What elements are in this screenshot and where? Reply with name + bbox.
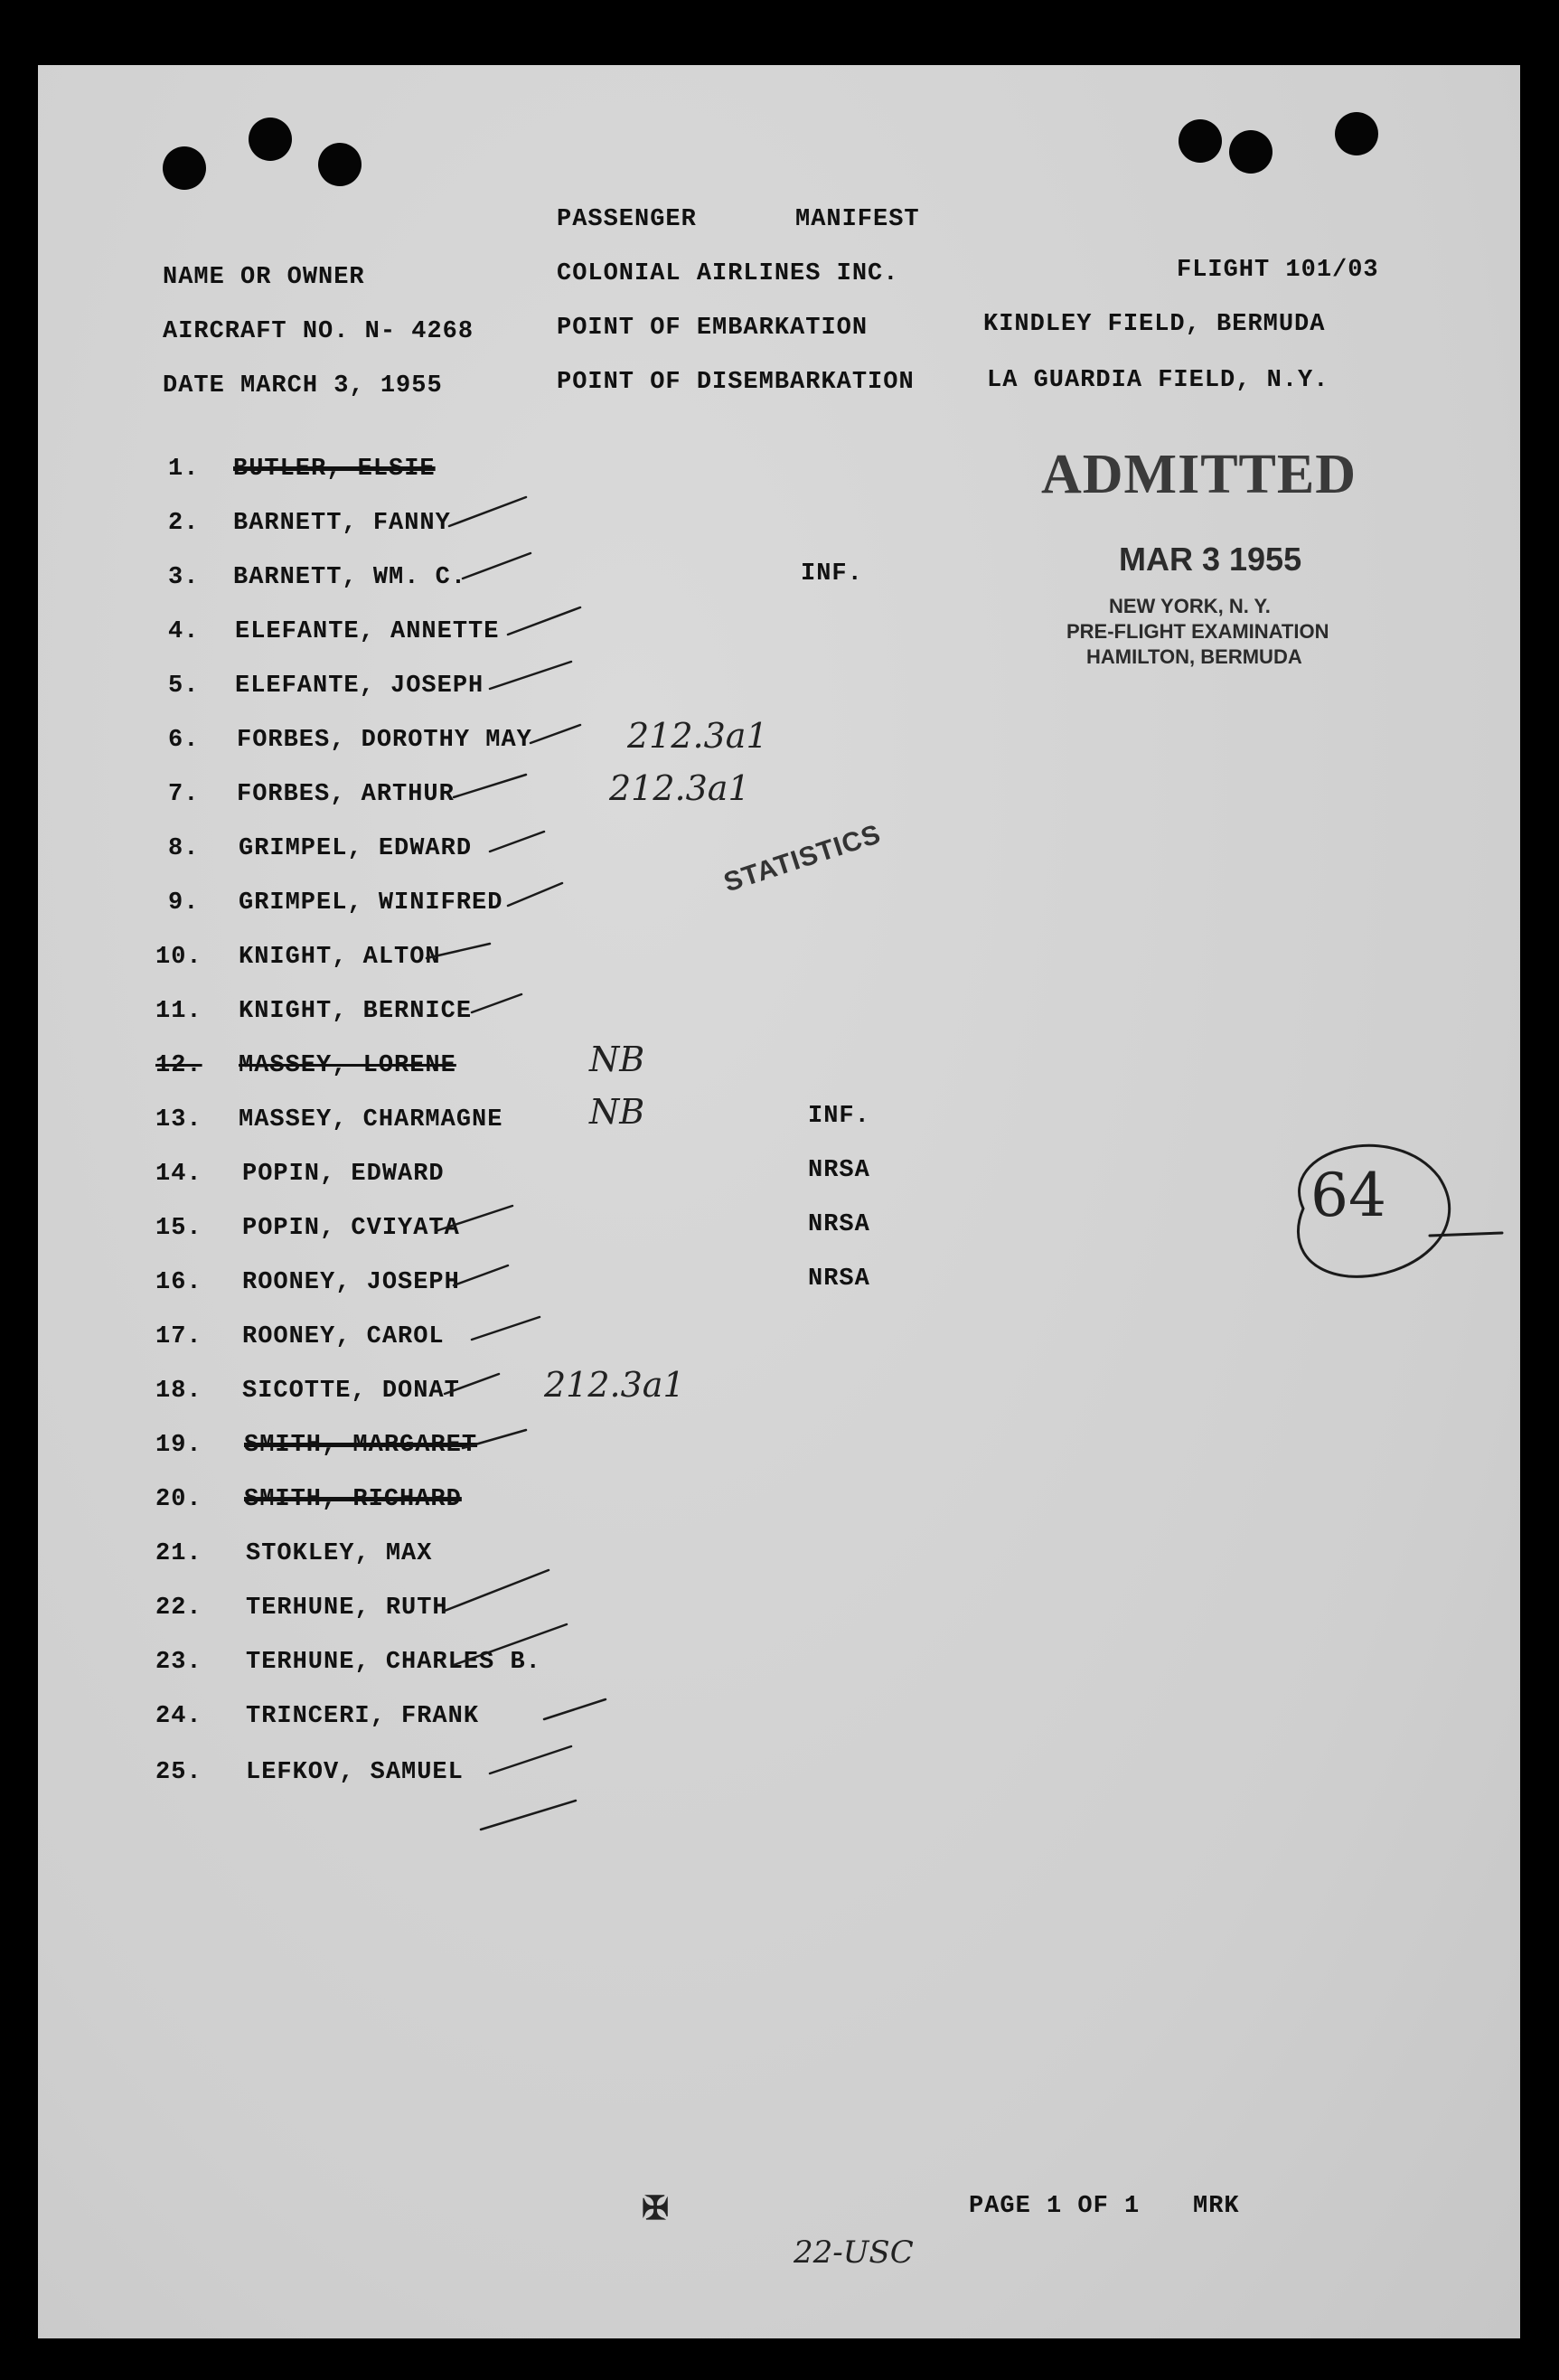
- check-mark-icon: [544, 1699, 606, 1719]
- check-mark-icon: [445, 1374, 499, 1394]
- check-mark-icon: [490, 662, 571, 689]
- stamp-date: MAR 3 1955: [1119, 541, 1302, 578]
- passenger-number: 17.: [155, 1323, 202, 1350]
- handwritten-note: NB: [589, 1092, 645, 1132]
- passenger-name: SMITH, RICHARD: [244, 1486, 462, 1513]
- passenger-name: TERHUNE, CHARLES B.: [246, 1649, 541, 1676]
- passenger-number: 19.: [155, 1432, 202, 1459]
- passenger-number: 13.: [155, 1106, 202, 1134]
- passenger-name: BARNETT, FANNY: [233, 510, 451, 537]
- passenger-number: 11.: [155, 998, 202, 1025]
- handwritten-footer-note: 22-USC: [794, 2234, 914, 2271]
- passenger-number: 18.: [155, 1378, 202, 1405]
- passenger-number: 21.: [155, 1540, 202, 1567]
- passenger-name: STOKLEY, MAX: [246, 1540, 433, 1567]
- passenger-number: 3.: [168, 564, 200, 591]
- check-mark-icon: [445, 1570, 549, 1611]
- disembark-value: LA GUARDIA FIELD, N.Y.: [987, 367, 1329, 394]
- strike-mark-icon: [1430, 1233, 1502, 1236]
- manifest-title-right: MANIFEST: [795, 206, 920, 233]
- passenger-name: POPIN, EDWARD: [242, 1161, 445, 1188]
- statistics-stamp: STATISTICS: [720, 819, 885, 898]
- check-mark-icon: [481, 1801, 576, 1830]
- passenger-name: ELEFANTE, ANNETTE: [235, 618, 500, 645]
- passenger-name: BUTLER, ELSIE: [233, 456, 436, 483]
- check-mark-icon: [454, 1624, 567, 1665]
- check-mark-icon: [508, 607, 580, 635]
- handwritten-code: 212.3a1: [609, 768, 750, 808]
- passenger-name: KNIGHT, BERNICE: [239, 998, 473, 1025]
- passenger-name: POPIN, CVIYATA: [242, 1215, 460, 1242]
- handwritten-code: 212.3a1: [544, 1365, 685, 1405]
- passenger-number: 1.: [168, 456, 200, 483]
- handwritten-circled-number: 64: [1310, 1161, 1386, 1230]
- passenger-name: MASSEY, CHARMAGNE: [239, 1106, 503, 1134]
- passenger-name: SMITH, MARGARET: [244, 1432, 478, 1459]
- passenger-number: 23.: [155, 1649, 202, 1676]
- embark-value: KINDLEY FIELD, BERMUDA: [983, 311, 1326, 338]
- passenger-name: TERHUNE, RUTH: [246, 1595, 448, 1622]
- passenger-name: ROONEY, CAROL: [242, 1323, 445, 1350]
- passenger-note: INF.: [801, 560, 863, 588]
- check-mark-icon: [472, 1317, 540, 1340]
- passenger-name: ELEFANTE, JOSEPH: [235, 673, 484, 700]
- passenger-name: LEFKOV, SAMUEL: [246, 1759, 464, 1786]
- passenger-number: 25.: [155, 1759, 202, 1786]
- check-mark-icon: [490, 832, 544, 851]
- passenger-number: 9.: [168, 889, 200, 917]
- stamp-city: NEW YORK, N. Y.: [1109, 595, 1271, 617]
- passenger-note: INF.: [808, 1103, 870, 1130]
- flight-number: FLIGHT 101/03: [1177, 257, 1379, 284]
- passenger-number: 14.: [155, 1161, 202, 1188]
- passenger-number: 20.: [155, 1486, 202, 1513]
- check-mark-icon: [472, 994, 521, 1012]
- footer-scribble-icon: ✠: [642, 2189, 670, 2227]
- passenger-note: NRSA: [808, 1211, 870, 1238]
- handwritten-note: NB: [589, 1039, 645, 1079]
- passenger-name: SICOTTE, DONAT: [242, 1378, 460, 1405]
- embark-label: POINT OF EMBARKATION: [557, 315, 869, 342]
- manifest-date: DATE MARCH 3, 1955: [163, 372, 443, 400]
- passenger-name: GRIMPEL, EDWARD: [239, 835, 473, 862]
- stamp-exam: PRE-FLIGHT EXAMINATION: [1066, 620, 1329, 643]
- owner-label: NAME OR OWNER: [163, 264, 365, 291]
- owner-value: COLONIAL AIRLINES INC.: [557, 260, 899, 287]
- passenger-number: 22.: [155, 1595, 202, 1622]
- passenger-name: BARNETT, WM. C.: [233, 564, 467, 591]
- check-mark-icon: [454, 1265, 508, 1285]
- passenger-number: 5.: [168, 673, 200, 700]
- passenger-name: GRIMPEL, WINIFRED: [239, 889, 503, 917]
- passenger-number: 7.: [168, 781, 200, 808]
- check-mark-icon: [531, 725, 580, 743]
- passenger-number: 16.: [155, 1269, 202, 1296]
- check-mark-icon: [463, 1430, 526, 1448]
- passenger-name: TRINCERI, FRANK: [246, 1703, 480, 1730]
- passenger-number: 6.: [168, 727, 200, 754]
- check-mark-icon: [449, 497, 526, 526]
- check-mark-icon: [508, 883, 562, 906]
- check-mark-icon: [454, 775, 526, 797]
- check-mark-icon: [427, 944, 490, 958]
- passenger-name: MASSEY, LORENE: [239, 1052, 456, 1079]
- passenger-name: KNIGHT, ALTON: [239, 944, 441, 971]
- stamp-place: HAMILTON, BERMUDA: [1086, 645, 1302, 668]
- passenger-number: 15.: [155, 1215, 202, 1242]
- passenger-number: 10.: [155, 944, 202, 971]
- passenger-name: ROONEY, JOSEPH: [242, 1269, 460, 1296]
- passenger-name: FORBES, ARTHUR: [237, 781, 455, 808]
- check-marks: [38, 65, 1520, 2338]
- passenger-number: 8.: [168, 835, 200, 862]
- check-mark-icon: [463, 553, 531, 579]
- admitted-stamp: ADMITTED: [1041, 444, 1357, 505]
- manifest-title-left: PASSENGER: [557, 206, 697, 233]
- passenger-number: 2.: [168, 510, 200, 537]
- check-mark-icon: [490, 1746, 571, 1773]
- handwritten-code: 212.3a1: [627, 716, 768, 756]
- passenger-number: 4.: [168, 618, 200, 645]
- manifest-sheet: [38, 65, 1520, 2338]
- passenger-note: NRSA: [808, 1265, 870, 1293]
- clerk-initials: MRK: [1193, 2193, 1240, 2220]
- passenger-note: NRSA: [808, 1157, 870, 1184]
- aircraft-number: AIRCRAFT NO. N- 4268: [163, 318, 474, 345]
- disembark-label: POINT OF DISEMBARKATION: [557, 369, 915, 396]
- check-mark-icon: [436, 1206, 512, 1231]
- passenger-number: 24.: [155, 1703, 202, 1730]
- page-indicator: PAGE 1 OF 1: [969, 2193, 1141, 2220]
- passenger-number: 12.: [155, 1052, 202, 1079]
- passenger-name: FORBES, DOROTHY MAY: [237, 727, 532, 754]
